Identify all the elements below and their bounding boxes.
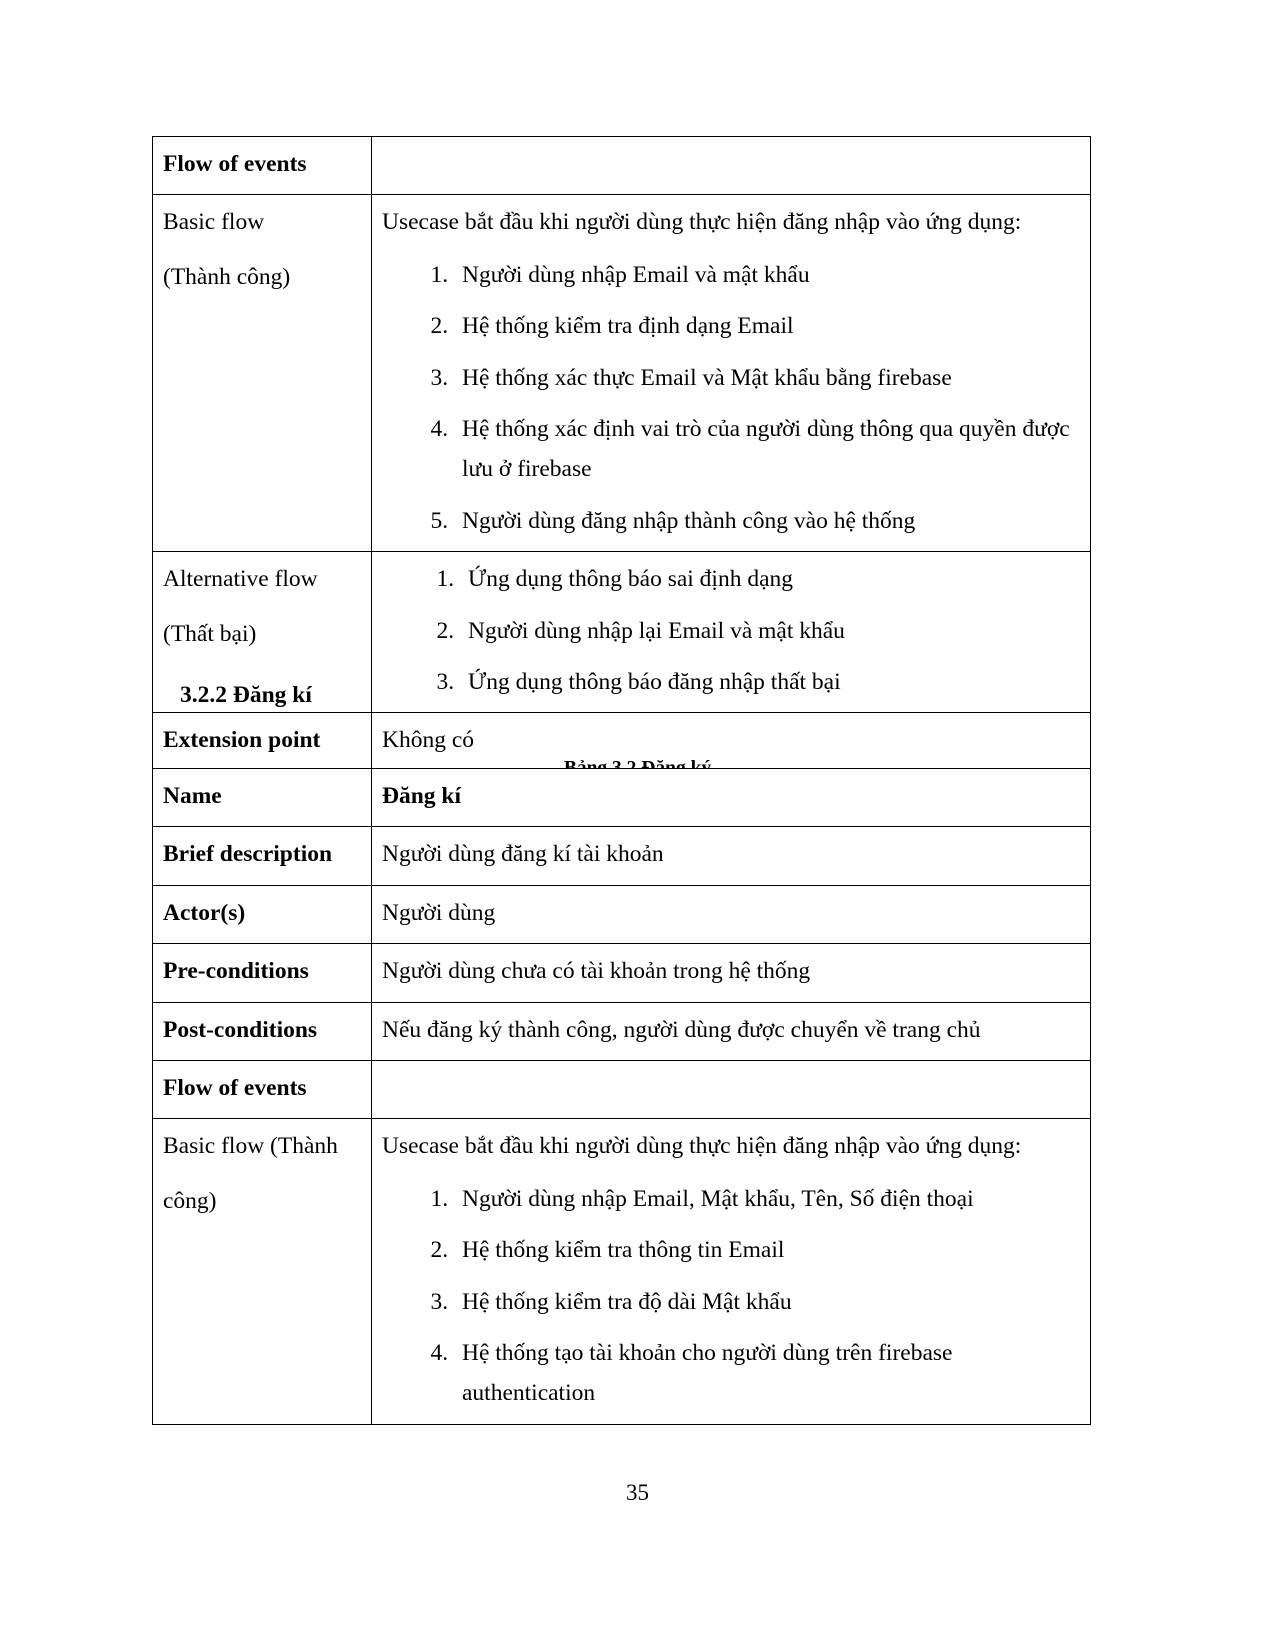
row-label-name: Name bbox=[153, 769, 372, 827]
alternative-flow-step-list bbox=[382, 559, 1082, 702]
row-label-pre-conditions: Pre-conditions bbox=[153, 944, 372, 1002]
page-number: 35 bbox=[626, 1480, 649, 1505]
basic-flow-label-line1: Basic flow (Thành bbox=[163, 1133, 338, 1160]
list-item: 3. Hệ thống xác thực Email và Mật khẩu bằng firebase bbox=[454, 358, 1082, 398]
table-row bbox=[153, 195, 1091, 552]
list-item: 4. Hệ thống xác định vai trò của người dùng thông qua quyền được lưu ở firebase bbox=[454, 409, 1082, 490]
row-value-extension-point: Không có bbox=[372, 713, 1091, 771]
row-label-basic-flow bbox=[153, 1119, 372, 1424]
row-label-flow-of-events: Flow of events bbox=[153, 137, 372, 195]
basic-flow-step-list bbox=[382, 255, 1082, 541]
row-label-actors: Actor(s) bbox=[153, 885, 372, 943]
list-item: 4. Hệ thống tạo tài khoản cho người dùng trên firebase authentication bbox=[454, 1333, 1082, 1414]
basic-flow-step-list bbox=[382, 1179, 1082, 1414]
alternative-flow-label-line1: Alternative flow bbox=[163, 566, 318, 593]
row-value-name: Đăng kí bbox=[372, 769, 1091, 827]
row-value-flow-of-events bbox=[372, 1061, 1091, 1119]
basic-flow-label-line2: (Thành công) bbox=[163, 263, 291, 290]
row-value-basic-flow bbox=[372, 1119, 1091, 1424]
row-label-flow-of-events: Flow of events bbox=[153, 1061, 372, 1119]
row-value-actors: Người dùng bbox=[372, 885, 1091, 943]
list-item: 1. Người dùng nhập Email, Mật khẩu, Tên, Số điện thoại bbox=[454, 1179, 1082, 1219]
basic-flow-intro: Usecase bắt đầu khi người dùng thực hiện đăng nhập vào ứng dụng: bbox=[382, 1133, 1022, 1160]
list-item: 3. Hệ thống kiểm tra độ dài Mật khẩu bbox=[454, 1282, 1082, 1322]
table-row bbox=[153, 1002, 1091, 1060]
usecase-table-register bbox=[152, 768, 1091, 1425]
row-label-extension-point: Extension point bbox=[153, 713, 372, 771]
row-value-alternative-flow bbox=[372, 552, 1091, 713]
row-value-brief-description: Người dùng đăng kí tài khoản bbox=[372, 827, 1091, 885]
row-value-basic-flow bbox=[372, 195, 1091, 552]
usecase-table-login bbox=[152, 136, 1091, 772]
empty-value bbox=[382, 1068, 1082, 1102]
table-row bbox=[153, 769, 1091, 827]
list-item: 1. Người dùng nhập Email và mật khẩu bbox=[454, 255, 1082, 295]
table-row bbox=[153, 1061, 1091, 1119]
basic-flow-intro: Usecase bắt đầu khi người dùng thực hiện đăng nhập vào ứng dụng: bbox=[382, 209, 1022, 236]
list-item: 2. Hệ thống kiểm tra thông tin Email bbox=[454, 1230, 1082, 1270]
row-value-flow-of-events bbox=[372, 137, 1091, 195]
table-row bbox=[153, 137, 1091, 195]
row-value-pre-conditions: Người dùng chưa có tài khoản trong hệ thống bbox=[372, 944, 1091, 1002]
row-label-post-conditions: Post-conditions bbox=[153, 1002, 372, 1060]
list-item: 2. Người dùng nhập lại Email và mật khẩu bbox=[460, 611, 1082, 651]
row-value-post-conditions: Nếu đăng ký thành công, người dùng được chuyển về trang chủ bbox=[372, 1002, 1091, 1060]
list-item: 1. Ứng dụng thông báo sai định dạng bbox=[460, 559, 1082, 599]
section-heading-3-2-2: 3.2.2 Đăng kí bbox=[180, 682, 312, 708]
row-label-basic-flow bbox=[153, 195, 372, 552]
list-item: 3. Ứng dụng thông báo đăng nhập thất bại bbox=[460, 662, 1082, 702]
table-row bbox=[153, 885, 1091, 943]
list-item: 2. Hệ thống kiểm tra định dạng Email bbox=[454, 306, 1082, 346]
table-row bbox=[153, 1119, 1091, 1424]
alternative-flow-label-line2: (Thất bại) bbox=[163, 620, 257, 647]
table-row bbox=[153, 944, 1091, 1002]
list-item: 5. Người dùng đăng nhập thành công vào hệ thống bbox=[454, 501, 1082, 541]
basic-flow-label-line2: công) bbox=[163, 1187, 217, 1214]
table-row bbox=[153, 827, 1091, 885]
basic-flow-label-line1: Basic flow bbox=[163, 209, 265, 236]
row-label-brief-description: Brief description bbox=[153, 827, 372, 885]
empty-value bbox=[382, 144, 1082, 178]
